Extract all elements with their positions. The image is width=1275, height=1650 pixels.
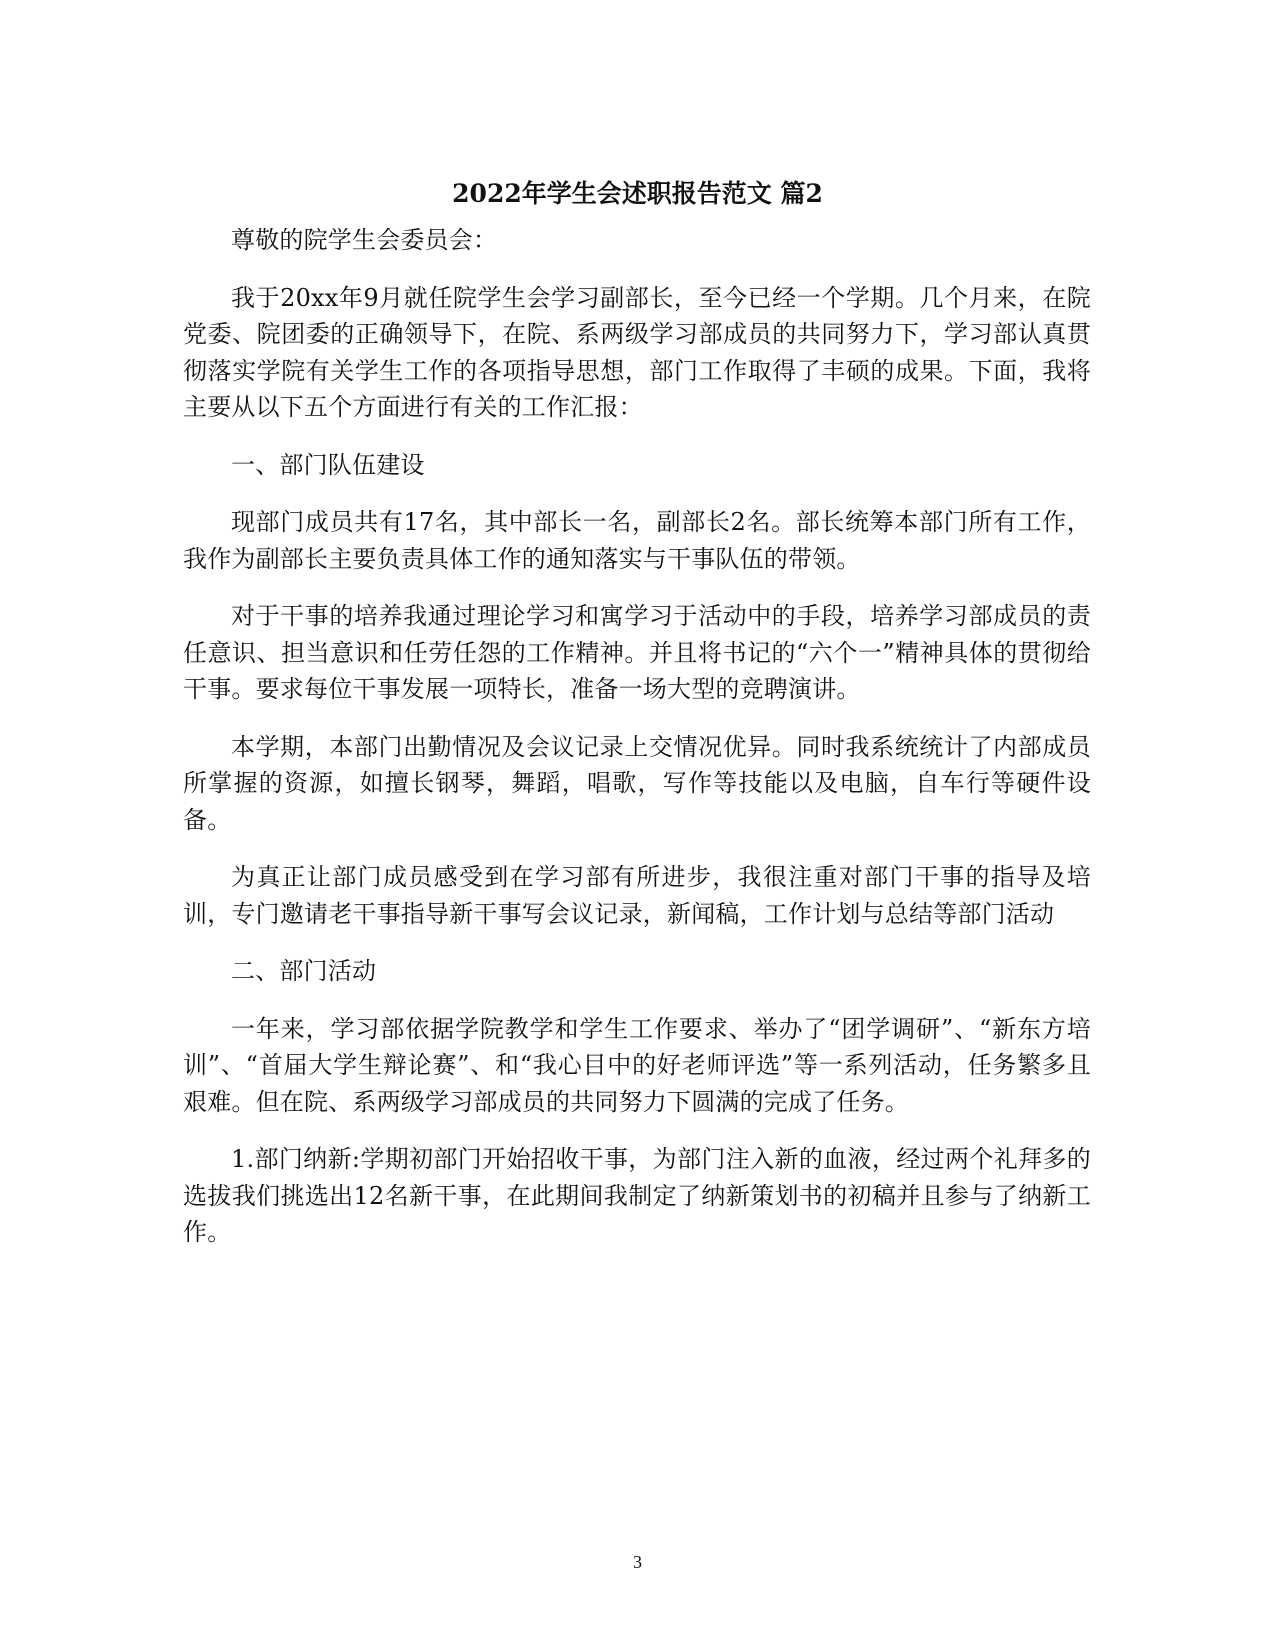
document-body xyxy=(183,222,1091,1272)
document-title: 2022年学生会述职报告范文 篇2 xyxy=(452,179,823,208)
paragraph-recruitment: 1.部门纳新:学期初部门开始招收干事，为部门注入新的血液，经过两个礼拜多的选拔我们挑选出12名新干事，在此期间我制定了纳新策划书的初稿并且参与了纳新工作。 xyxy=(183,1145,1091,1246)
paragraph-guidance: 为真正让部门成员感受到在学习部有所进步，我很注重对部门干事的指导及培训，专门邀请老干事指导新干事写会议记录，新闻稿，工作计划与总结等部门活动 xyxy=(183,863,1091,928)
paragraph-training: 对于干事的培养我通过理论学习和寓学习于活动中的手段，培养学习部成员的责任意识、担当意识和任劳任怨的工作精神。并且将书记的“六个一”精神具体的贯彻给干事。要求每位干事发展一项特长，准备一场大型的竞聘演讲。 xyxy=(183,602,1091,703)
paragraph-intro: 我于20xx年9月就任院学生会学习副部长，至今已经一个学期。几个月来，在院党委、院团委的正确领导下，在院、系两级学习部成员的共同努力下，学习部认真贯彻落实学院有关学生工作的各项指导思想，部门工作取得了丰硕的成果。下面，我将主要从以下五个方面进行有关的工作汇报： xyxy=(183,283,1091,421)
paragraph-salutation: 尊敬的院学生会委员会： xyxy=(231,226,498,254)
paragraph-members: 现部门成员共有17名，其中部长一名，副部长2名。部长统筹本部门所有工作，我作为副部长主要负责具体工作的通知落实与干事队伍的带领。 xyxy=(183,508,1091,573)
page-number: 3 xyxy=(633,1552,642,1572)
section-heading-activities: 二、部门活动 xyxy=(231,957,377,985)
section-heading-team: 一、部门队伍建设 xyxy=(231,450,425,479)
paragraph-attendance: 本学期，本部门出勤情况及会议记录上交情况优异。同时我系统统计了内部成员所掌握的资源，如擅长钢琴，舞蹈，唱歌，写作等技能以及电脑，自车行等硬件设备。 xyxy=(183,732,1091,834)
paragraph-activities: 一年来，学习部依据学院教学和学生工作要求、举办了“团学调研”、“新东方培训”、“首届大学生辩论赛”、和“我心目中的好老师评选”等一系列活动，任务繁多且艰难。但在院、系两级学习部成员的共同努力下圆满的完成了任务。 xyxy=(183,1014,1091,1116)
